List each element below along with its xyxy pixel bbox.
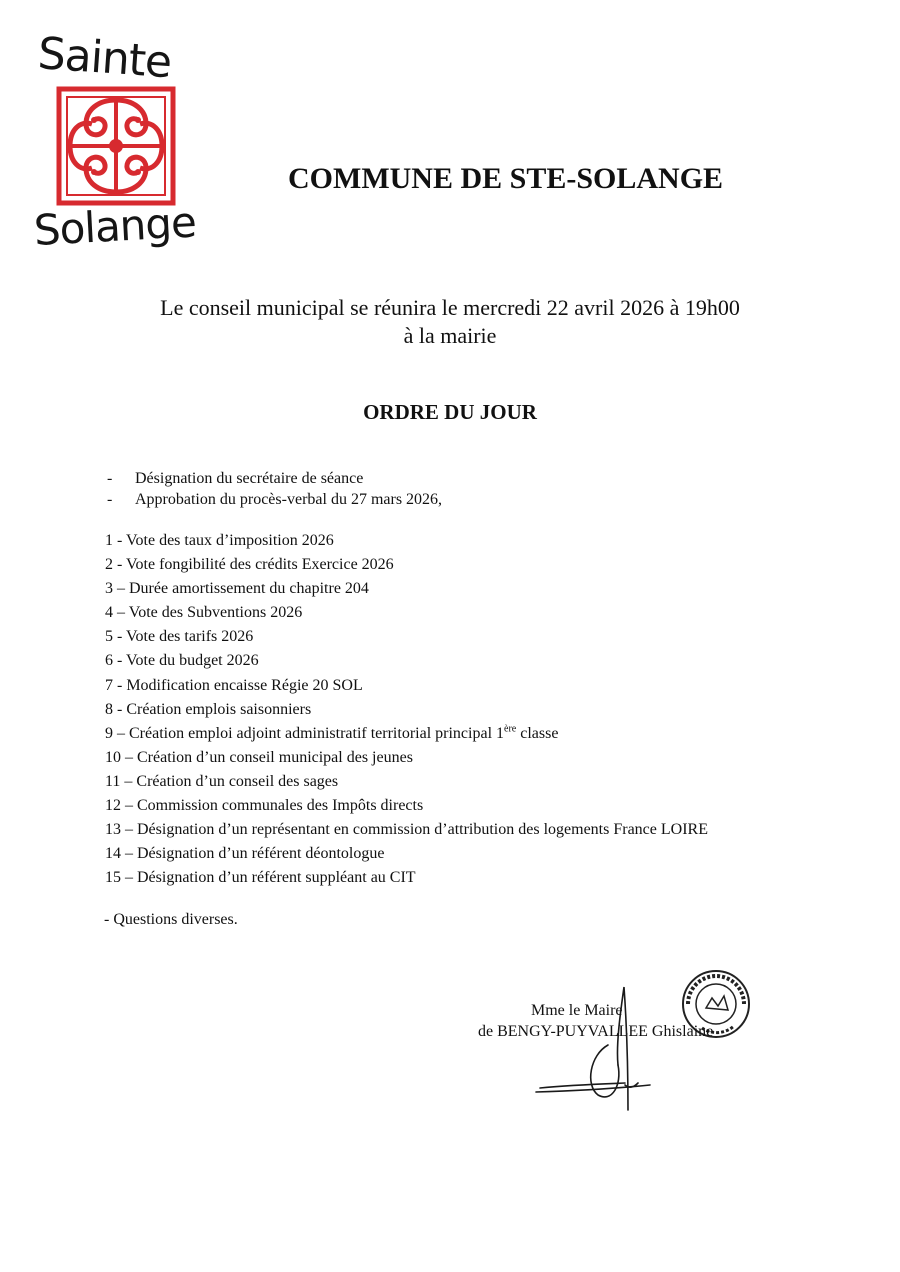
agenda-item: 13 – Désignation d’un représentant en commission d’attribution des logements France LOIRE	[105, 821, 708, 839]
agenda-item: 7 - Modification encaisse Régie 20 SOL	[105, 676, 363, 694]
agenda-item: 4 – Vote des Subventions 2026	[105, 604, 303, 622]
logo-word-sainte: Sainte	[36, 28, 173, 89]
agenda-title: ORDRE DU JOUR	[363, 400, 537, 424]
agenda-item: 3 – Durée amortissement du chapitre 204	[105, 580, 369, 598]
preliminary-item	[107, 468, 442, 489]
agenda-item: 15 – Désignation d’un référent suppléant au CIT	[105, 869, 416, 887]
commune-logo	[28, 28, 198, 263]
meeting-location: à la mairie	[403, 323, 497, 348]
commune-title: COMMUNE DE STE-SOLANGE	[288, 162, 724, 195]
agenda-item: 11 – Création d’un conseil des sages	[105, 772, 339, 790]
preliminary-text: Désignation du secrétaire de séance	[135, 470, 364, 487]
list-dash: -	[107, 491, 113, 508]
agenda-item: 6 - Vote du budget 2026	[105, 652, 259, 670]
preliminary-item	[107, 489, 442, 510]
agenda-item: 14 – Désignation d’un référent déontologue	[105, 845, 385, 863]
list-dash: -	[107, 470, 113, 487]
logo-word-solange: Solange	[32, 197, 197, 255]
logo-emblem-icon	[56, 86, 176, 206]
agenda-item: 1 - Vote des taux d’imposition 2026	[105, 532, 334, 549]
agenda-item: 8 - Création emplois saisonniers	[105, 700, 312, 718]
agenda-item: 10 – Création d’un conseil municipal des jeunes	[105, 748, 413, 766]
agenda-item	[105, 722, 708, 746]
agenda-items	[105, 529, 708, 890]
agenda-item: 5 - Vote des tarifs 2026	[105, 628, 254, 646]
meeting-announcement: Le conseil municipal se réunira le mercredi 22 avril 2026 à 19h00	[160, 295, 740, 320]
preliminary-list	[107, 468, 442, 510]
handwritten-signature-icon	[530, 985, 660, 1120]
preliminary-text: Approbation du procès-verbal du 27 mars 2026,	[135, 491, 443, 508]
agenda-item-text: 9 – Création emploi adjoint administratif territorial principal 1	[105, 724, 505, 742]
signatory-role: Mme le Maire	[531, 1002, 623, 1019]
agenda-item: 2 - Vote fongibilité des crédits Exercice 2026	[105, 556, 394, 574]
agenda-item: 12 – Commission communales des Impôts directs	[105, 797, 424, 815]
ordinal-superscript: ère	[504, 723, 517, 735]
signatory-name: de BENGY-PUYVALLEE Ghislaine	[478, 1023, 714, 1040]
agenda-item-suffix: classe	[516, 724, 559, 742]
questions-diverses: - Questions diverses.	[104, 911, 238, 928]
